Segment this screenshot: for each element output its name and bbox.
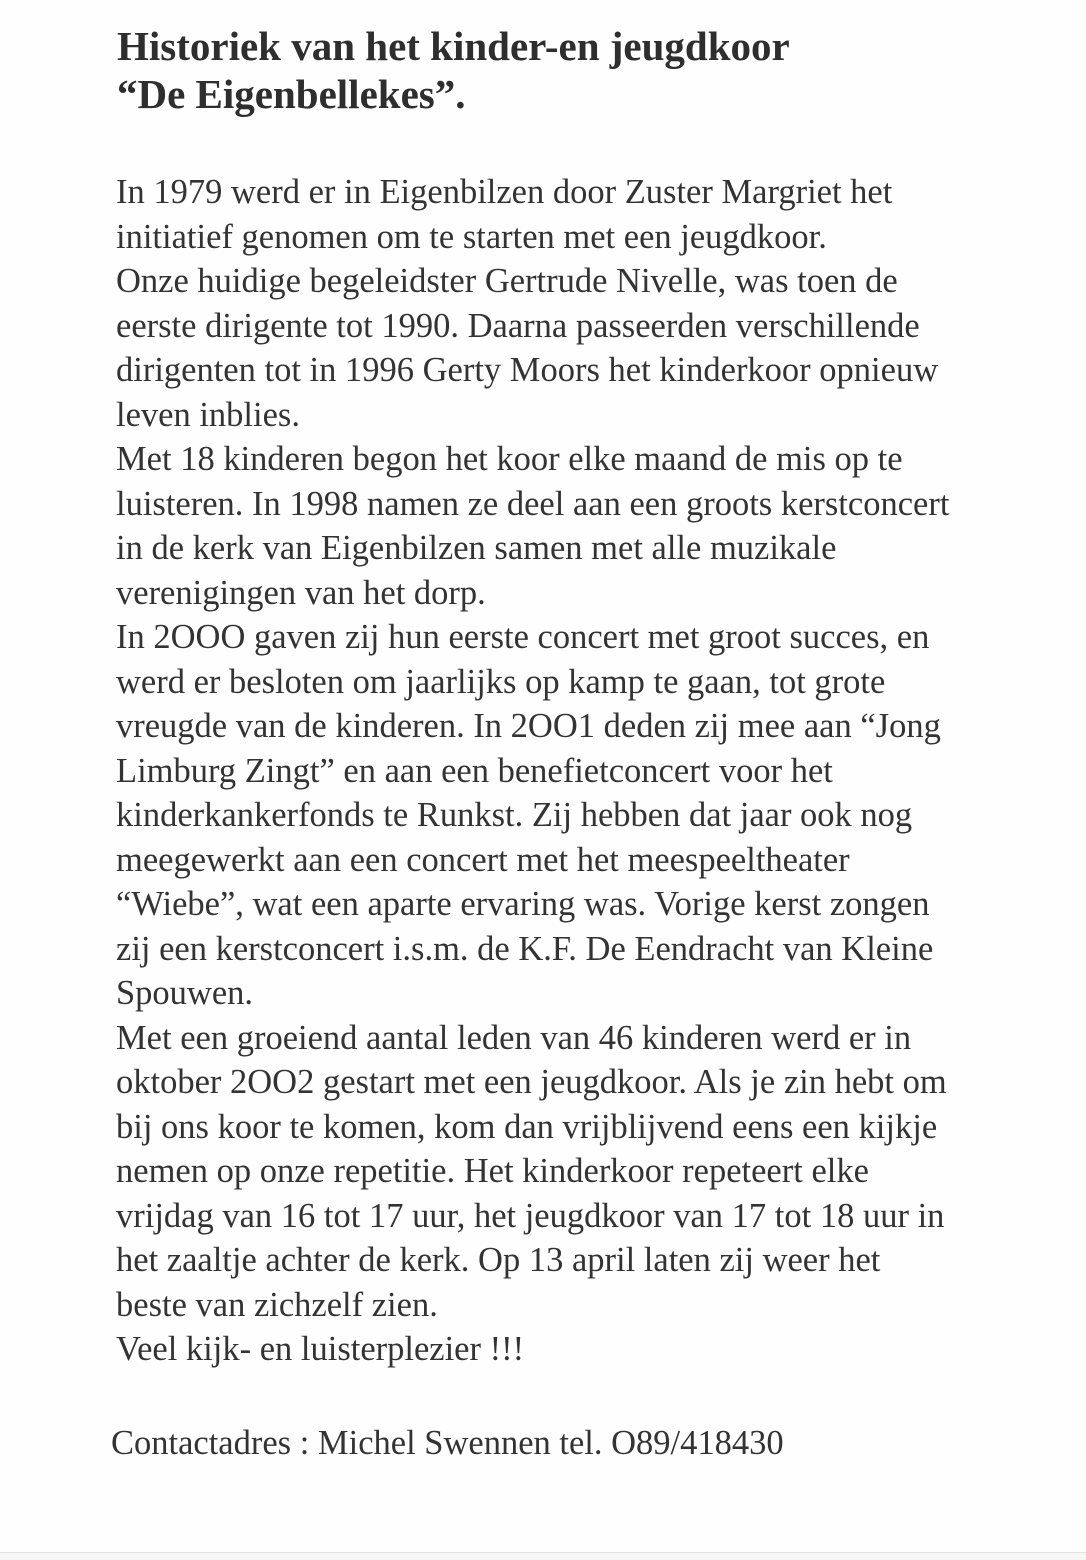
body-line: meegewerkt aan een concert met het meespeeltheater [116,840,850,879]
body-line: “Wiebe”, wat een aparte ervaring was. Vorige kerst zongen [116,885,930,923]
body-line: beste van zichzelf zien. [116,1285,438,1324]
body-line: vrijdag van 16 tot 17 uur, het jeugdkoor van 17 tot 18 uur in [116,1196,945,1235]
body-line: verenigingen van het dorp. [116,573,486,612]
title-line: “De Eigenbellekes”. [117,71,466,117]
body-line: initiatief genomen om te starten met een jeugdkoor. [116,217,827,256]
body-line: vreugde van de kinderen. In 2OO1 deden zij mee aan “Jong [116,707,941,745]
body-line: dirigenten tot in 1996 Gerty Moors het kinderkoor opnieuw [116,351,939,389]
history-body [116,170,949,1372]
body-line: eerste dirigente tot 1990. Daarna passeerden verschillende [116,306,920,345]
body-line: Met 18 kinderen begon het koor elke maand de mis op te [116,440,903,478]
body-line: leven inblies. [116,395,300,434]
body-line: zij een kerstconcert i.s.m. de K.F. De Eendracht van Kleine [116,929,934,968]
body-line: In 2OOO gaven zij hun eerste concert met groot succes, en [116,618,930,656]
body-line: Veel kijk- en luisterplezier !!! [116,1330,525,1368]
body-line: luisteren. In 1998 namen ze deel aan een groots kerstconcert [116,484,950,523]
body-line: kinderkankerfonds te Runkst. Zij hebben dat jaar ook nog [116,796,913,834]
body-line: Onze huidige begeleidster Gertrude Nivelle, was toen de [116,262,898,300]
body-line: Limburg Zingt” en aan een benefietconcert voor het [116,751,833,790]
body-line: het zaaltje achter de kerk. Op 13 april laten zij weer het [116,1241,881,1279]
body-line: bij ons koor te komen, kom dan vrijblijvend eens een kijkje [116,1107,938,1146]
title-line: Historiek van het kinder-en jeugdkoor [117,23,790,69]
body-line: nemen op onze repetitie. Het kinderkoor repeteert elke [116,1152,869,1190]
body-line: In 1979 werd er in Eigenbilzen door Zuster Margriet het [116,173,893,211]
body-line: Met een groeiend aantal leden van 46 kinderen werd er in [116,1018,912,1057]
body-line: Spouwen. [116,974,254,1012]
body-line: werd er besloten om jaarlijks op kamp te gaan, tot grote [116,662,886,701]
body-line: oktober 2OO2 gestart met een jeugdkoor. Als je zin hebt om [116,1063,947,1101]
contact-line: Contactadres : Michel Swennen tel. O89/418430 [111,1424,784,1462]
document-title [117,22,790,118]
body-line: in de kerk van Eigenbilzen samen met alle muzikale [116,529,837,567]
